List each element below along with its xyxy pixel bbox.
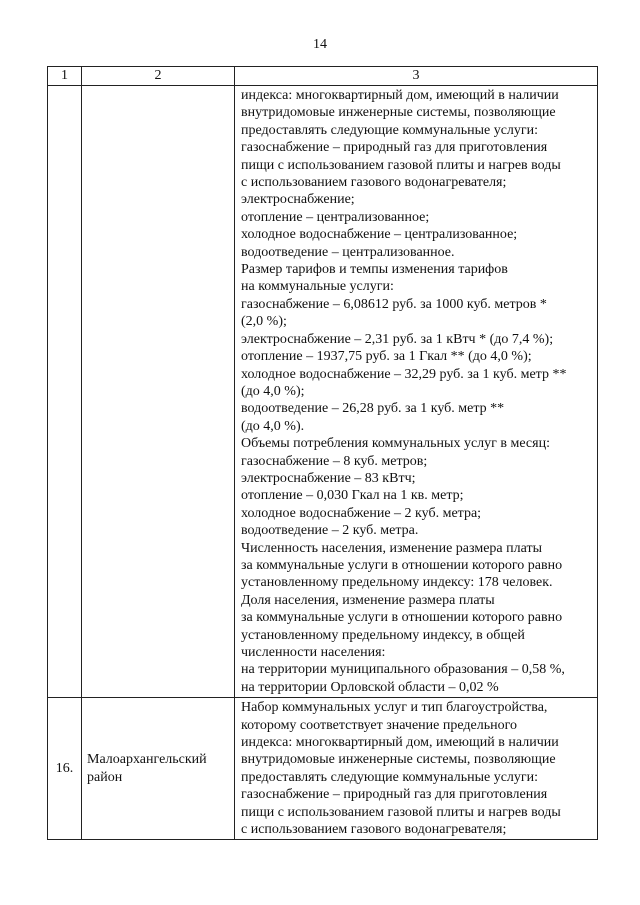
- text-line: водоотведение – 26,28 руб. за 1 куб. метр **: [241, 401, 505, 417]
- text-line: водоотведение – централизованное.: [241, 244, 455, 260]
- district-cell: [82, 86, 235, 698]
- text-line: газоснабжение – природный газ для приготовления: [241, 787, 548, 803]
- text-line: газоснабжение – природный газ для приготовления: [241, 140, 548, 156]
- text-line: Объемы потребления коммунальных услуг в месяц:: [241, 436, 550, 452]
- text-line: отопление – 0,030 Гкал на 1 кв. метр;: [241, 488, 464, 504]
- text-line: за коммунальные услуги в отношении которого равно: [241, 557, 563, 573]
- text-line: отопление – 1937,75 руб. за 1 Гкал ** (до 4,0 %);: [241, 349, 532, 365]
- text-line: которому соответствует значение предельного: [241, 717, 517, 733]
- text-line: холодное водоснабжение – централизованное;: [241, 227, 518, 243]
- page-number: 14: [313, 37, 327, 52]
- row-number-cell: 16.: [48, 698, 82, 840]
- text-line: за коммунальные услуги в отношении которого равно: [241, 610, 563, 626]
- header-col-3: 3: [235, 67, 598, 86]
- text-line: установленному предельному индексу: 178 человек.: [241, 575, 553, 591]
- text-line: Доля населения, изменение размера платы: [241, 592, 495, 608]
- text-line: пищи с использованием газовой плиты и нагрев воды: [241, 804, 561, 820]
- text-line: газоснабжение – 6,08612 руб. за 1000 куб. метров *: [241, 296, 547, 312]
- text-line: холодное водоснабжение – 2 куб. метра;: [241, 505, 482, 521]
- table-row-16: [48, 698, 598, 840]
- header-col-2: 2: [82, 67, 235, 86]
- text-line: (до 4,0 %);: [241, 383, 305, 399]
- text-line: Размер тарифов и темпы изменения тарифов: [241, 262, 508, 278]
- text-line: электроснабжение – 83 кВтч;: [241, 470, 416, 486]
- table-header: [48, 67, 598, 86]
- text-line: холодное водоснабжение – 32,29 руб. за 1 куб. метр **: [241, 366, 567, 382]
- text-line: на коммунальные услуги:: [241, 279, 394, 295]
- text-line: с использованием газового водонагревателя;: [241, 822, 507, 838]
- description-cell: [235, 86, 598, 698]
- text-line: Численность населения, изменение размера платы: [241, 540, 542, 556]
- text-line: газоснабжение – 8 куб. метров;: [241, 453, 428, 469]
- text-line: (до 4,0 %).: [241, 418, 305, 434]
- text-line: предоставлять следующие коммунальные услуги:: [241, 122, 539, 138]
- text-line: численности населения:: [241, 645, 386, 660]
- text-line: электроснабжение;: [241, 192, 355, 208]
- text-line: водоотведение – 2 куб. метра.: [241, 523, 419, 539]
- text-line: с использованием газового водонагревателя;: [241, 175, 507, 191]
- text-line: индекса: многоквартирный дом, имеющий в наличии: [241, 88, 559, 103]
- text-line: Набор коммунальных услуг и тип благоустройства,: [241, 700, 548, 716]
- text-line: на территории Орловской области – 0,02 %: [241, 679, 499, 695]
- header-col-1: 1: [48, 67, 82, 86]
- description-cell: [235, 698, 598, 840]
- text-line: (2,0 %);: [241, 314, 287, 330]
- district-cell: Малоархангельский район: [82, 698, 235, 840]
- text-line: пищи с использованием газовой плиты и нагрев воды: [241, 157, 561, 173]
- text-line: электроснабжение – 2,31 руб. за 1 кВтч * (до 7,4 %);: [241, 331, 554, 347]
- row-number-cell: [48, 86, 82, 698]
- text-line: установленному предельному индексу, в общей: [241, 627, 525, 643]
- text-line: внутридомовые инженерные системы, позволяющие: [241, 105, 556, 121]
- text-line: на территории муниципального образования – 0,58 %,: [241, 662, 565, 678]
- text-line: предоставлять следующие коммунальные услуги:: [241, 769, 539, 785]
- text-line: отопление – централизованное;: [241, 209, 430, 225]
- tariff-table: [47, 66, 598, 840]
- text-line: внутридомовые инженерные системы, позволяющие: [241, 752, 556, 768]
- text-line: индекса: многоквартирный дом, имеющий в наличии: [241, 735, 559, 751]
- table-row-continued: [48, 86, 598, 698]
